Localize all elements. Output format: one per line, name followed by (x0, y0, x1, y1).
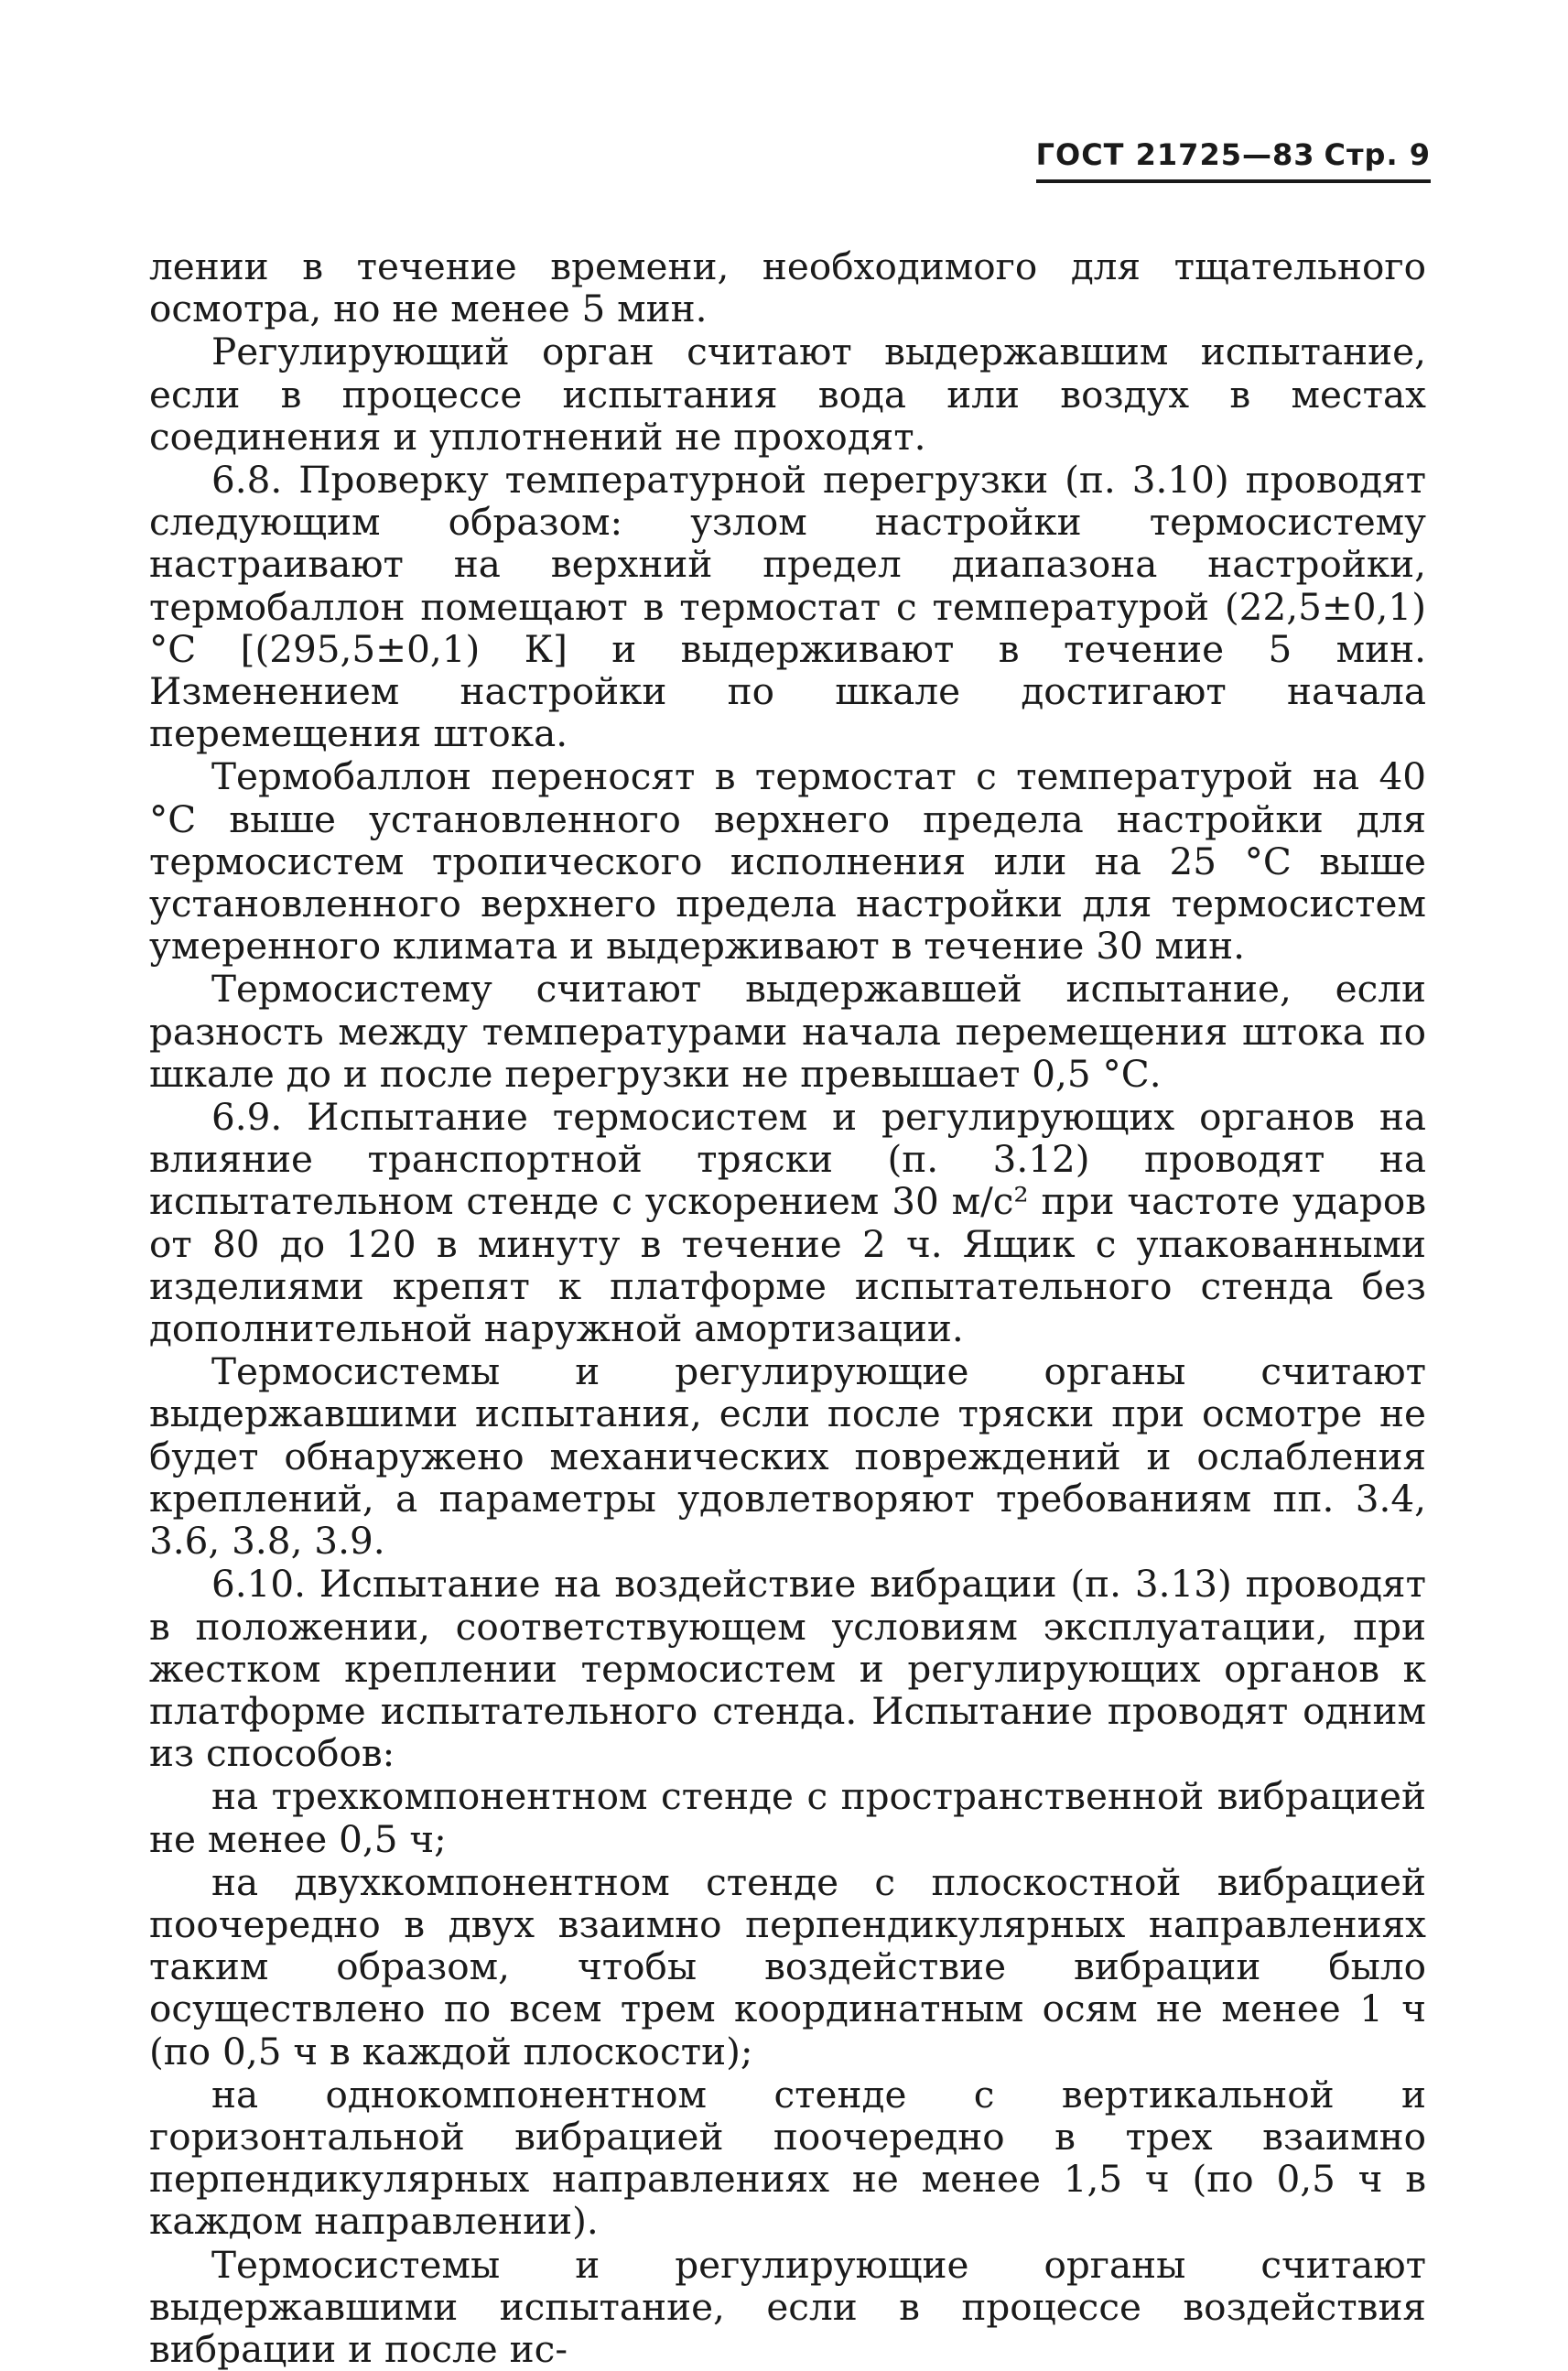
section-6-9: 6.9. Испытание термосистем и регулирующих органов на влияние транспортной тряски (п. 3.12) проводят на испытательном стенде с ускорением 30 м/с² при частоте ударов от 80 до 120 в минуту в течение 2 ч. Ящик с упакованными изделиями крепят к платформе испытательного стенда без дополнительной наружной амортизации. (149, 1095, 1426, 1351)
section-6-8: 6.8. Проверку температурной перегрузки (п. 3.10) проводят следующим образом: узлом настройки термосистему настраивают на верхний предел диапазона настройки, термобаллон помещают в термостат с температурой (22,5±0,1) °С [(295,5±0,1) К] и выдерживают в течение 5 мин. Изменением настройки по шкале достигают начала перемещения штока. (149, 458, 1426, 756)
list-item: на однокомпонентном стенде с вертикальной и горизонтальной вибрацией поочередно в трех взаимно перпендикулярных направлениях не менее 1,5 ч (по 0,5 ч в каждом направлении). (149, 2072, 1426, 2244)
section-6-10: 6.10. Испытание на воздействие вибрации (п. 3.13) проводят в положении, соответствующем условиям эксплуатации, при жестком креплении термосистем и регулирующих органов к платформе испытательного стенда. Испытание проводят одним из способов: (149, 1562, 1426, 1776)
list-item: на трехкомпонентном стенде с пространственной вибрацией не менее 0,5 ч; (149, 1774, 1426, 1861)
paragraph: Регулирующий орган считают выдержавшим испытание, если в процессе испытания вода или воздух в местах соединения и уплотнений не проходят. (149, 330, 1426, 459)
standard-number: ГОСТ 21725—83 (1035, 137, 1315, 172)
page-number: Стр. 9 (1324, 137, 1431, 172)
body-text (149, 245, 1426, 2370)
paragraph: Термобаллон переносят в термостат с температурой на 40 °С выше установленного верхнего предела настройки для термосистем тропического исполнения или на 25 °С выше установленного верхнего предела настройки для термосистем умеренного климата и выдерживают в течение 30 мин. (149, 754, 1426, 969)
list-item: на двухкомпонентном стенде с плоскостной вибрацией поочередно в двух взаимно перпендикулярных направлениях таким образом, чтобы воздействие вибрации было осуществлено по всем трем координатным осям не менее 1 ч (по 0,5 ч в каждой плоскости); (149, 1859, 1426, 2073)
paragraph: Термосистему считают выдержавшей испытание, если разность между температурами начала перемещения штока по шкале до и после перегрузки не превышает 0,5 °С. (149, 967, 1426, 1096)
paragraph: Термосистемы и регулирующие органы считают выдержавшими испытание, если в процессе воздействия вибрации и после ис- (149, 2242, 1426, 2371)
page-header (1036, 137, 1431, 183)
paragraph: Термосистемы и регулирующие органы считают выдержавшими испытания, если после тряски при осмотре не будет обнаружено механических повреждений и ослабления креплений, а параметры удовлетворяют требованиям пп. 3.4, 3.6, 3.8, 3.9. (149, 1349, 1426, 1564)
paragraph: лении в течение времени, необходимого для тщательного осмотра, но не менее 5 мин. (149, 244, 1426, 331)
